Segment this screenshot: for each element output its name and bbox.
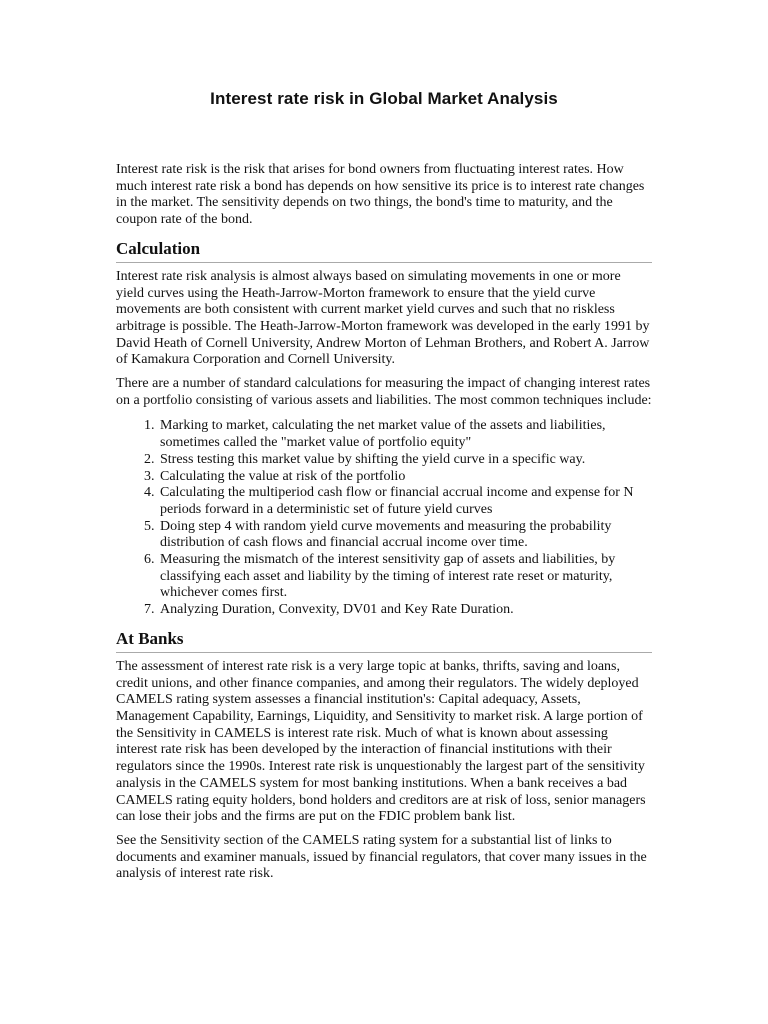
list-item: 6. Measuring the mismatch of the interest sensitivity gap of assets and liabilities, by classifying each asset and liability by the timing of interest rate reset or maturity, whichever comes first.	[158, 552, 652, 602]
list-item: 3. Calculating the value at risk of the portfolio	[158, 469, 652, 486]
list-item: 5. Doing step 4 with random yield curve movements and measuring the probability distribution of cash flows and financial accrual income over time.	[158, 519, 652, 552]
list-item: 1. Marking to market, calculating the net market value of the assets and liabilities, sometimes called the "market value of portfolio equity"	[158, 418, 652, 451]
list-item: 2. Stress testing this market value by shifting the yield curve in a specific way.	[158, 452, 652, 469]
section-heading-at-banks: At Banks	[116, 629, 652, 653]
calculation-paragraph-1: Interest rate risk analysis is almost always based on simulating movements in one or more yield curves using the Heath-Jarrow-Morton framework to ensure that the yield curve movements are both consistent with current market yield curves and such that no riskless arbitrage is possible. The Heath-Jarrow-Morton framework was developed in the early 1991 by David Heath of Cornell University, Andrew Morton of Lehman Brothers, and Robert A. Jarrow of Kamakura Corporation and Cornell University.	[116, 268, 650, 368]
banks-paragraph-1: The assessment of interest rate risk is a very large topic at banks, thrifts, saving and loans, credit unions, and other finance companies, and among their regulators. The widely deployed CAMELS rating system assesses a financial institution's: Capital adequacy, Assets, Management Capability, Earnings, Liquidity, and Sensitivity to market risk. A large portion of the Sensitivity in CAMELS is interest rate risk. Much of what is known about assessing interest rate risk has been developed by the interaction of financial institutions with their regulators since the 1990s. Interest rate risk is unquestionably the largest part of the sensitivity analysis in the CAMELS system for most banking institutions. When a bank receives a bad CAMELS rating equity holders, bond holders and creditors are at risk of loss, senior managers can lose their jobs and the firms are put on the FDIC problem bank list.	[116, 658, 646, 825]
list-item: 4. Calculating the multiperiod cash flow or financial accrual income and expense for N periods forward in a deterministic set of future yield curves	[158, 485, 652, 518]
document-page	[116, 88, 652, 883]
calculation-paragraph-2: There are a number of standard calculations for measuring the impact of changing interest rates on a portfolio consisting of various assets and liabilities. The most common techniques include:	[116, 376, 652, 408]
intro-paragraph: Interest rate risk is the risk that arises for bond owners from fluctuating interest rates. How much interest rate risk a bond has depends on how sensitive its price is to interest rate changes in the market. The sensitivity depends on two things, the bond's time to maturity, and the coupon rate of the bond.	[116, 162, 645, 228]
section-heading-calculation: Calculation	[116, 239, 652, 263]
section-calculation	[116, 239, 652, 619]
document-title: Interest rate risk in Global Market Analysis	[210, 89, 558, 108]
section-at-banks	[116, 629, 652, 883]
list-item: 7. Analyzing Duration, Convexity, DV01 and Key Rate Duration.	[158, 602, 652, 619]
techniques-list	[116, 418, 652, 618]
banks-paragraph-2: See the Sensitivity section of the CAMELS rating system for a substantial list of links to documents and examiner manuals, issued by financial regulators, that cover many issues in the analysis of interest rate risk.	[116, 832, 647, 882]
